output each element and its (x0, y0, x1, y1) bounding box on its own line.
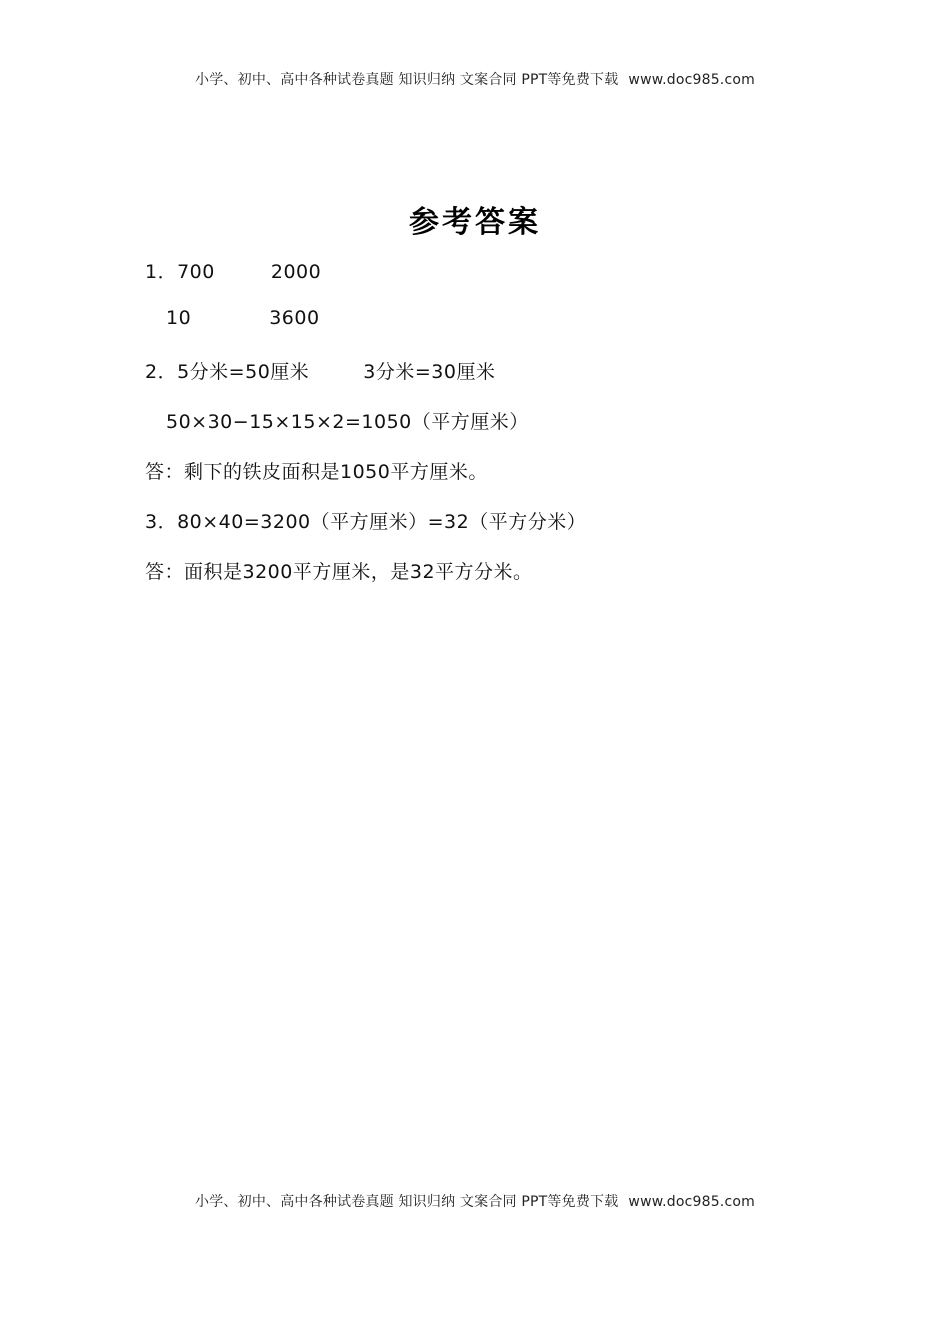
answer-2-number: 2． (145, 361, 178, 383)
answer-3-statement: 答：面积是3200平方厘米，是32平方分米。 (145, 561, 533, 583)
answer-1-value-c: 10 (166, 307, 192, 329)
answer-1-row-2 (166, 307, 320, 329)
answer-1-row-1 (145, 257, 321, 284)
answer-1-value-d: 3600 (269, 307, 320, 329)
footer-text: 小学、初中、高中各种试卷真题 知识归纳 文案合同 PPT等免费下载 (195, 1194, 619, 1210)
page-footer (0, 1191, 950, 1211)
header-url-link[interactable]: www.doc985.com (628, 72, 755, 88)
footer-url-link[interactable]: www.doc985.com (628, 1194, 755, 1210)
answer-1-value-b: 2000 (270, 261, 322, 283)
answer-2-conversions (145, 357, 495, 384)
answer-2-statement: 答：剩下的铁皮面积是1050平方厘米。 (145, 461, 488, 483)
answer-3-calculation: 3．80×40=3200（平方厘米）=32（平方分米） (145, 511, 587, 533)
page-header (0, 69, 950, 89)
answer-2-conversion-2: 3分米=30厘米 (363, 361, 496, 383)
answer-1-number: 1． (145, 261, 178, 283)
page-title: 参考答案 (409, 205, 541, 240)
header-text: 小学、初中、高中各种试卷真题 知识归纳 文案合同 PPT等免费下载 (195, 72, 619, 88)
answer-1-value-a: 700 (177, 261, 215, 283)
answer-2-conversion-1: 5分米=50厘米 (177, 361, 310, 383)
answer-2-calculation: 50×30−15×15×2=1050（平方厘米） (166, 411, 529, 433)
